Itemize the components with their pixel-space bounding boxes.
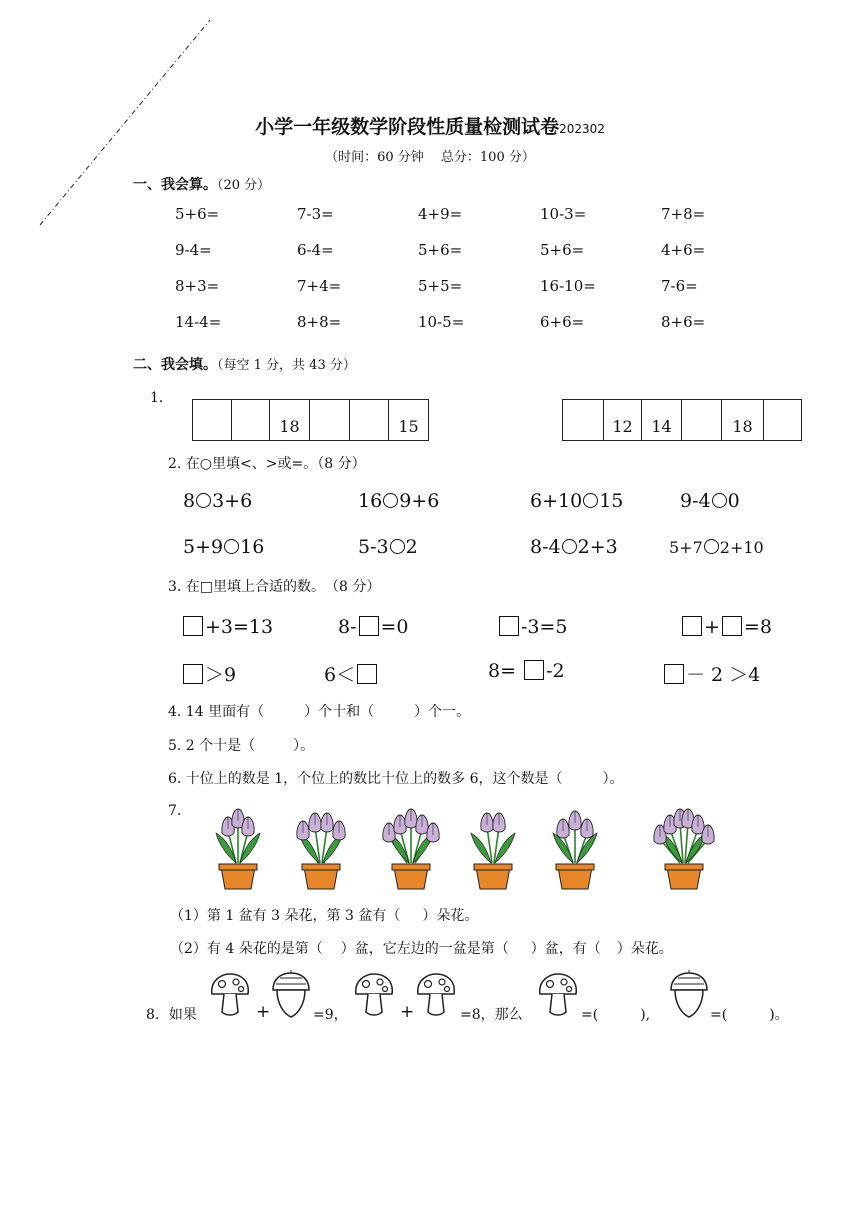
- compare-circle[interactable]: [383, 493, 398, 508]
- compare-item: 9-4 0: [680, 490, 740, 512]
- calc-item: 7-6=: [661, 277, 698, 295]
- section2-heading: 二、我会填。（每空 1 分，共 43 分）: [133, 357, 356, 373]
- seq-cell: 14: [641, 400, 681, 440]
- compare-item: 8 3+6: [183, 490, 253, 512]
- calc-item: 10-3=: [540, 205, 587, 223]
- q1-label: 1．: [150, 390, 173, 406]
- q2-label: 2. 在○里填<、>或=。（8 分）: [168, 456, 366, 472]
- seq-cell: 12: [603, 400, 641, 440]
- q6-text: 6. 十位上的数是 1，个位上的数比十位上的数多 6，这个数是（ ）。: [168, 771, 624, 787]
- mushroom-icon: [208, 972, 252, 1020]
- calc-item: 7+8=: [661, 205, 706, 223]
- fill-box-item: ＞9: [181, 660, 236, 687]
- answer-box[interactable]: [722, 616, 742, 636]
- answer-box[interactable]: [499, 616, 519, 636]
- compare-circle[interactable]: [390, 539, 405, 554]
- plus-sign: +: [256, 1002, 271, 1022]
- number-sequence-a: [192, 399, 429, 441]
- mushroom-icon: [536, 972, 580, 1020]
- calc-item: 8+8=: [297, 313, 342, 331]
- number-sequence-b: [562, 399, 802, 441]
- seq-cell[interactable]: [193, 400, 231, 440]
- seq-cell[interactable]: [763, 400, 801, 440]
- calc-item: 7+4=: [297, 277, 342, 295]
- flower-pots-illustration: [200, 805, 760, 900]
- calc-item: 5+5=: [418, 277, 463, 295]
- calc-item: 4+6=: [661, 241, 706, 259]
- mushroom-answer[interactable]: =( ),: [581, 1007, 651, 1023]
- compare-circle[interactable]: [712, 493, 727, 508]
- compare-circle[interactable]: [583, 493, 598, 508]
- q8-label: 8．如果: [146, 1007, 197, 1023]
- seq-cell[interactable]: [231, 400, 269, 440]
- fill-box-item: 8- =0: [338, 616, 409, 638]
- calc-item: 14-4=: [175, 313, 222, 331]
- seq-cell: 18: [269, 400, 309, 440]
- calc-item: 5+6=: [418, 241, 463, 259]
- compare-item: 5+9 16: [183, 536, 265, 558]
- calc-item: 8+3=: [175, 277, 220, 295]
- seq-cell[interactable]: [309, 400, 349, 440]
- seq-cell[interactable]: [563, 400, 603, 440]
- fill-box-item: 8= -2: [488, 660, 565, 682]
- page-title: 小学一年级数学阶段性质量检测试卷202302: [255, 116, 605, 138]
- compare-circle[interactable]: [704, 539, 719, 554]
- equals-nine: =9，: [313, 1007, 348, 1023]
- acorn-icon: [668, 970, 710, 1020]
- mushroom-icon: [352, 972, 396, 1020]
- acorn-answer[interactable]: =( )。: [710, 1007, 789, 1023]
- calc-item: 10-5=: [418, 313, 465, 331]
- compare-item: 5+7 2+10: [669, 538, 764, 557]
- calc-item: 6-4=: [297, 241, 334, 259]
- answer-box[interactable]: [183, 664, 203, 684]
- seq-cell: 18: [721, 400, 763, 440]
- q7-part1: （1）第 1 盆有 3 朵花，第 3 盆有（ ）朵花。: [170, 908, 479, 924]
- q5-text: 5. 2 个十是（ ）。: [168, 738, 315, 754]
- compare-item: 8-4 2+3: [530, 536, 618, 558]
- compare-circle[interactable]: [562, 539, 577, 554]
- q7-part2: （2）有 4 朵花的是第（ ）盆，它左边的一盆是第（ ）盆，有（ ）朵花。: [170, 941, 673, 957]
- fill-box-item: +3=13: [181, 616, 273, 638]
- q4-text: 4. 14 里面有（ ）个十和（ ）个一。: [168, 704, 471, 720]
- compare-item: 16 9+6: [358, 490, 440, 512]
- fill-box-item: 6＜: [324, 660, 379, 687]
- seq-cell: 15: [388, 400, 428, 440]
- compare-circle[interactable]: [224, 539, 239, 554]
- calc-item: 5+6=: [175, 205, 220, 223]
- answer-box[interactable]: [682, 616, 702, 636]
- exam-code: 202302: [559, 122, 605, 136]
- calc-item: 9-4=: [175, 241, 212, 259]
- calc-item: 4+9=: [418, 205, 463, 223]
- calc-item: 6+6=: [540, 313, 585, 331]
- plus-sign: +: [400, 1002, 415, 1022]
- seq-cell[interactable]: [349, 400, 388, 440]
- q7-label: 7.: [168, 803, 182, 819]
- calc-item: 16-10=: [540, 277, 596, 295]
- answer-box[interactable]: [359, 616, 379, 636]
- answer-box[interactable]: [183, 616, 203, 636]
- fill-box-item: + =8: [680, 616, 772, 638]
- calc-item: 7-3=: [297, 205, 334, 223]
- fill-box-item: － 2 ＞4: [662, 660, 760, 687]
- equals-eight: =8，那么: [460, 1007, 523, 1023]
- q3-label: 3. 在□里填上合适的数。 （8 分）: [168, 579, 381, 595]
- seq-cell[interactable]: [681, 400, 721, 440]
- compare-circle[interactable]: [196, 493, 211, 508]
- fill-box-item: -3=5: [497, 616, 568, 638]
- answer-box[interactable]: [357, 664, 377, 684]
- calc-item: 8+6=: [661, 313, 706, 331]
- mushroom-icon: [414, 972, 458, 1020]
- section1-heading: 一、我会算。（20 分）: [133, 177, 271, 193]
- compare-item: 6+10 15: [530, 490, 624, 512]
- answer-box[interactable]: [524, 660, 544, 680]
- answer-box[interactable]: [664, 664, 684, 684]
- compare-item: 5-3 2: [358, 536, 418, 558]
- exam-subtitle: （时间：60 分钟 总分：100 分）: [325, 150, 535, 165]
- calc-item: 5+6=: [540, 241, 585, 259]
- acorn-icon: [270, 970, 312, 1020]
